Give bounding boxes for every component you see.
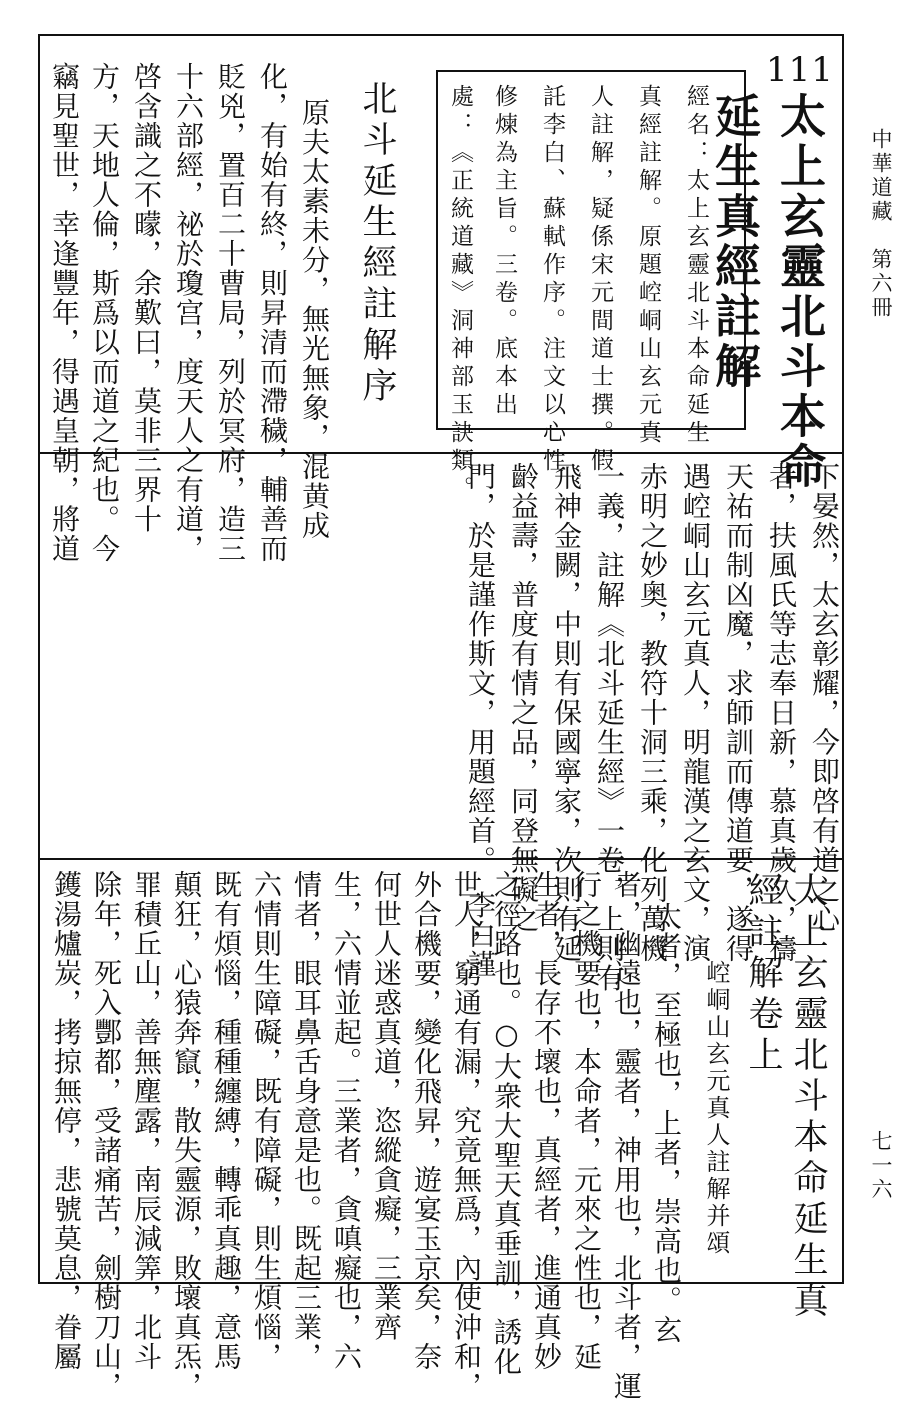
text-line: 何世人迷惑真道，恣縱貪癡，三業齊 [370, 870, 403, 1342]
entry-title-line-1: 太上玄靈北斗本命 [773, 92, 827, 492]
note-line: 託李白、蘇軾作序。注文以心性 [539, 84, 565, 476]
preface-line: 啓含識之不曚，余歎曰，莫非三界十 [130, 62, 163, 534]
juan-title-line-1: 太上玄靈北斗本命延生真 [788, 872, 828, 1323]
text-line: 顛狂，心猿奔竄，散失靈源，敗壞真炁， [170, 870, 203, 1401]
preface-line: 化，有始有終，則昇清而滯穢，輔善而 [256, 62, 289, 564]
text-line: 生，六情並起。三業者，貪嗔癡也，六 [330, 870, 363, 1372]
juan-attribution: 崆峒山玄元真人註解并頌 [702, 960, 730, 1257]
preface-line: 竊見聖世，幸逢豐年，得遇皇朝，將道 [48, 62, 81, 564]
preface-line: 者，扶風氏等志奉日新，慕真歲久，禱 [765, 462, 798, 964]
text-line: 外合機要，變化飛昇，遊宴玉京矣，奈 [410, 870, 443, 1372]
preface-line: 貶兇，置百二十曹局，列於冥府，造三 [214, 62, 247, 564]
preface-line: 一義，註解《北斗延生經》一卷，上則有 [593, 462, 626, 993]
preface-line: 下晏然，太玄彰耀，今即啓有道之心 [808, 462, 841, 934]
text-line: 除年，死入酆都，受諸痛苦，劍樹刀山， [90, 870, 123, 1401]
preface-line: 原夫太素未分，無光無象，混黄成 [298, 98, 331, 541]
text-line: 六情則生障礙，既有障礙，則生煩惱， [250, 870, 283, 1372]
text-line: 之徑路也。○大衆大聖天真垂訓，誘化 [490, 870, 523, 1377]
note-line: 經名：太上玄靈北斗本命延生 [683, 84, 709, 448]
note-line: 真經註解。原題崆峒山玄元真 [635, 84, 661, 448]
margin-page-number: 七一六 [869, 1130, 893, 1202]
text-line: 既有煩惱，種種纏縛，轉乖真趣，意馬 [210, 870, 243, 1372]
text-line: 情者，眼耳鼻舌身意是也。既起三業， [290, 870, 323, 1372]
text-line: 太者，至極也，上者，崇高也。玄 [650, 902, 683, 1345]
entry-number: 111 [766, 50, 834, 90]
text-line: 行之機要也，本命者，元來之性也，延 [570, 870, 603, 1372]
preface-line: 齡益壽，普度有情之品，同登無礙之 [507, 462, 540, 934]
text-line: 者，幽遠也，靈者，神用也，北斗者，運 [610, 870, 643, 1401]
text-line: 生者，長存不壞也，真經者，進通真妙 [530, 870, 563, 1372]
text-line: 鑊湯爐炭，拷掠無停，悲號莫息，眷屬 [50, 870, 83, 1372]
preface-line: 赤明之妙奥，教符十洞三乘，化列萬機 [636, 462, 669, 964]
note-line: 處：《正統道藏》洞神部玉訣類。 [447, 84, 473, 504]
preface-line: 方，天地人倫，斯爲以而道之紀也。今 [88, 62, 121, 564]
text-line: 罪積丘山，善無塵露，南辰減筭，北斗 [130, 870, 163, 1372]
preface-line: 十六部經，祕於瓊宫，度天人之有道， [172, 62, 205, 564]
note-line: 修煉為主旨。三卷。底本出 [491, 84, 517, 420]
margin-book-title: 中華道藏 第六冊 [869, 128, 893, 320]
juan-title-line-2: 經註解卷上 [743, 872, 783, 1077]
preface-line: 遇崆峒山玄元真人，明龍漢之玄文，演 [679, 462, 712, 964]
preface-line: 飛神金闕，中則有保國寧家，次則有延 [550, 462, 583, 964]
note-line: 人註解，疑係宋元間道士撰。假 [587, 84, 613, 476]
preface-line: 天祐而制凶魔，求師訓而傳道要，遂得 [722, 462, 755, 964]
text-line: 世人，窮通有漏，究竟無爲，內使沖和， [450, 870, 483, 1401]
preface-line: 門，於是謹作斯文，用題經首。 李白謹 [464, 462, 497, 979]
entry-title-line-2: 延生真經註解 [708, 92, 762, 392]
preface-title: 北斗延生經註解序 [357, 80, 397, 408]
